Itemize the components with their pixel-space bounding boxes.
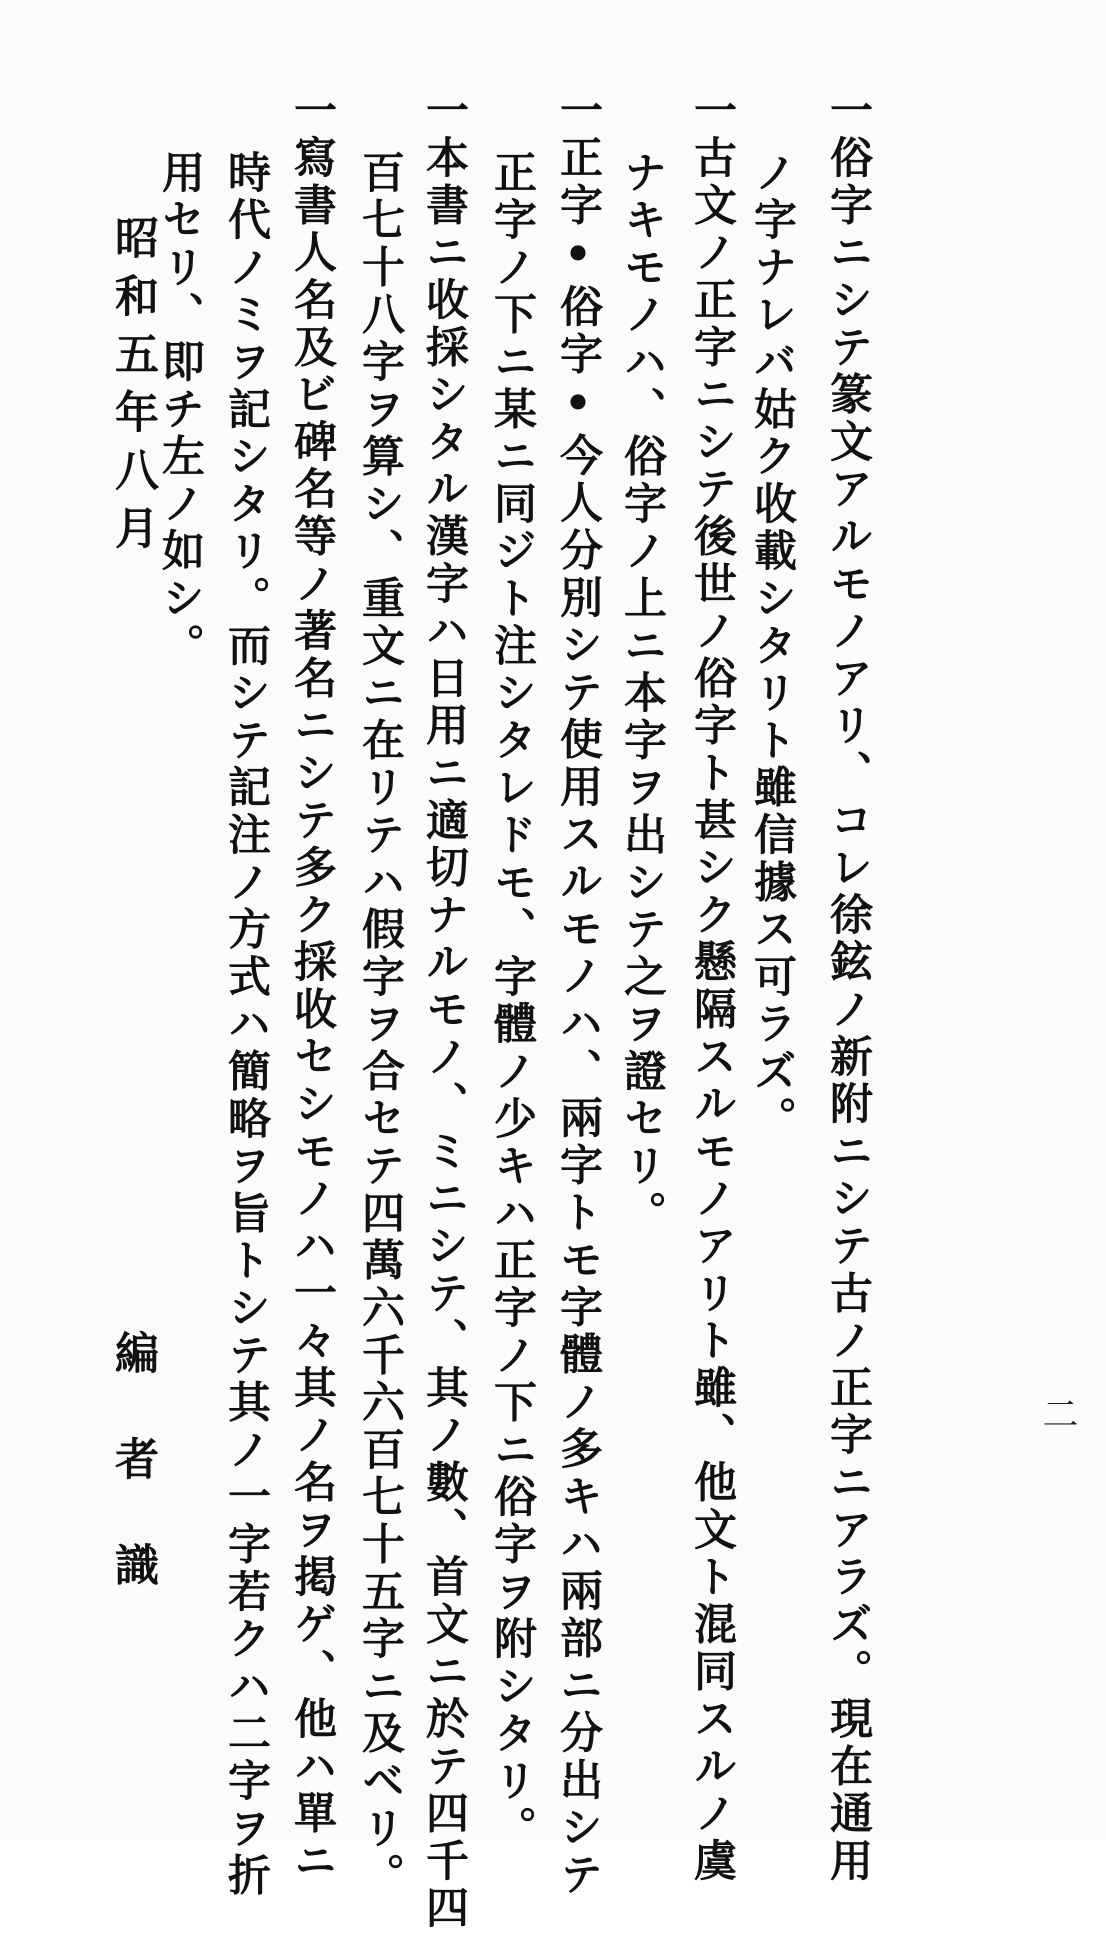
text-column-1: 一俗字ニシテ篆文アルモノアリ、コレ徐鉉ノ新附ニシテ古ノ正字ニアラズ。現在通用 [823,88,873,1886]
text-column-10: 時代ノミヲ記シタリ。而シテ記注ノ方式ハ簡略ヲ旨トシテ其ノ一字若クハ二字ヲ折 [221,150,271,1901]
text-column-2: ノ字ナレバ姑ク收載シタリト雖信據ス可ラズ。 [747,150,797,1144]
text-column-5: 一正字•俗字•今人分別シテ使用スルモノハ、兩字トモ字體ノ多キハ兩部ニ分出シテ [553,88,603,1900]
text-column-11: 用セリ、即チ左ノ如シ。 [155,150,205,671]
text-column-6: 正字ノ下ニ某ニ同ジト注シタレドモ、字體ノ少キハ正字ノ下ニ俗字ヲ附シタリ。 [487,150,537,1853]
text-column-8: 百七十八字ヲ算シ、重文ニ在リテハ假字ヲ合セテ四萬六千六百七十五字ニ及ベリ。 [355,150,405,1901]
author-signature: 編者識 [107,1330,158,1648]
text-column-7: 一本書ニ收採シタル漢字ハ日用ニ適切ナルモノ、ミニシテ、其ノ數、首文ニ於テ四千四 [419,88,469,1933]
text-column-9: 一寫書人名及ビ碑名等ノ著名ニシテ多ク採收セシモノハ一々其ノ名ヲ掲ゲ、他ハ單ニ [287,88,337,1886]
date-line: 昭和五年八月 [107,215,158,563]
text-column-4: ナキモノハ、俗字ノ上ニ本字ヲ出シテ之ヲ證セリ。 [617,150,667,1238]
page-number: 二 [1037,1395,1078,1431]
text-column-3: 一古文ノ正字ニシテ後世ノ俗字ト甚シク懸隔スルモノアリト雖、他文ト混同スルノ虞 [687,88,737,1886]
